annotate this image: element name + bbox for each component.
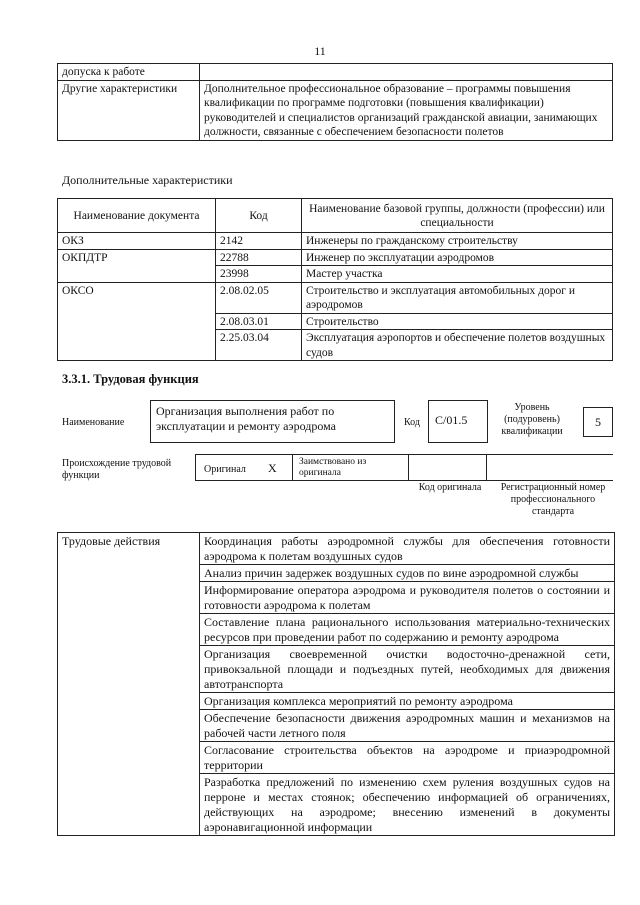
table-row [58, 80, 613, 140]
table-row [58, 313, 613, 330]
row-label: Другие характеристики [58, 80, 200, 140]
cell-code: 2.08.02.05 [216, 282, 302, 313]
borrowed-cell [293, 455, 409, 480]
cell-group: Мастер участка [302, 266, 613, 283]
origin-row [195, 454, 613, 481]
row-value: Дополнительное профессиональное образование – программы повышения квалификации по программе подготовки (повышения квалификации) руководителей и специалистов организаций гражданской авиации, занимающих должности, связанные с обеспечением безопасности полетов [200, 80, 613, 140]
cell-code: 22788 [216, 249, 302, 266]
cell-document: ОКСО [58, 282, 216, 313]
cell-document [58, 313, 216, 330]
table-row [58, 533, 615, 565]
borrowed-label: Заимствовано из оригинала [299, 457, 367, 478]
actions-label: Трудовые действия [58, 533, 200, 836]
table-row [58, 64, 613, 81]
table-row [58, 282, 613, 313]
row-value [200, 64, 613, 81]
cell-group: Строительство [302, 313, 613, 330]
cell-document [58, 330, 216, 361]
row-label: допуска к работе [58, 64, 200, 81]
cell-group: Эксплуатация аэропортов и обеспечение полетов воздушных судов [302, 330, 613, 361]
cell-document [58, 266, 216, 283]
code-original-label: Код оригинала [418, 482, 482, 493]
table-row [58, 249, 613, 266]
origin-label: Происхождение трудовой функции [62, 458, 172, 481]
cell-document: ОКЗ [58, 233, 216, 250]
reg-number-cell [487, 455, 613, 480]
cell-code: 2142 [216, 233, 302, 250]
level-value: 5 [583, 407, 613, 437]
function-code-value: С/01.5 [428, 400, 488, 443]
cell-code: 2.25.03.04 [216, 330, 302, 361]
action-item: Организация комплекса мероприятий по ремонту аэродрома [200, 693, 615, 710]
action-item: Разработка предложений по изменению схем руления воздушных судов на перроне и местах стоянок; обеспечению информацией об ограничениях, действующих на аэродроме; внесению изменений в документы аэронавигационной информации [200, 774, 615, 836]
original-label: Оригинал [204, 464, 246, 475]
table-row [58, 330, 613, 361]
action-item: Согласование строительства объектов на аэродроме и приаэродромной территории [200, 742, 615, 774]
cell-group: Строительство и эксплуатация автомобильных дорог и аэродромов [302, 282, 613, 313]
page-number: 11 [314, 44, 326, 58]
reg-number-label: Регистрационный номер профессионального стандарта [500, 482, 606, 517]
action-item: Обеспечение безопасности движения аэродромных машин и механизмов на рабочей части летного поля [200, 710, 615, 742]
header-group: Наименование базовой группы, должности (профессии) или специальности [302, 199, 613, 233]
header-row [58, 199, 613, 233]
action-item: Организация своевременной очистки водосточно-дренажной сети, привокзальной площади и подъездных путей, необходимых для движения автотранспорта [200, 646, 615, 693]
action-item: Координация работы аэродромной службы для обеспечения готовности аэродрома к полетам воздушных судов [200, 533, 615, 565]
code-original-cell [409, 455, 487, 480]
cell-group: Инженеры по гражданскому строительству [302, 233, 613, 250]
code-label: Код [404, 417, 420, 428]
original-cell [195, 455, 293, 480]
cell-code: 23998 [216, 266, 302, 283]
additional-heading: Дополнительные характеристики [62, 173, 233, 187]
table-row [58, 233, 613, 250]
original-mark: X [268, 461, 277, 475]
header-document: Наименование документа [58, 199, 216, 233]
action-item: Анализ причин задержек воздушных судов по вине аэродромной службы [200, 565, 615, 582]
labor-actions-table [57, 532, 615, 836]
action-item: Информирование оператора аэродрома и руководителя полетов о состоянии и готовности аэродрома к полетам [200, 582, 615, 614]
name-label: Наименование [62, 417, 125, 428]
cell-group: Инженер по эксплуатации аэродромов [302, 249, 613, 266]
level-label: Уровень (подуровень) квалификации [501, 402, 563, 437]
table-row [58, 266, 613, 283]
cell-code: 2.08.03.01 [216, 313, 302, 330]
cell-document: ОКПДТР [58, 249, 216, 266]
function-name-value: Организация выполнения работ по эксплуатации и ремонту аэродрома [150, 400, 395, 443]
header-code: Код [216, 199, 302, 233]
requirements-table [57, 63, 613, 141]
action-item: Составление плана рационального использования материально-технических ресурсов при проведении работ по содержанию и ремонту аэродрома [200, 614, 615, 646]
additional-table [57, 198, 613, 361]
section-title: 3.3.1. Трудовая функция [62, 372, 199, 386]
